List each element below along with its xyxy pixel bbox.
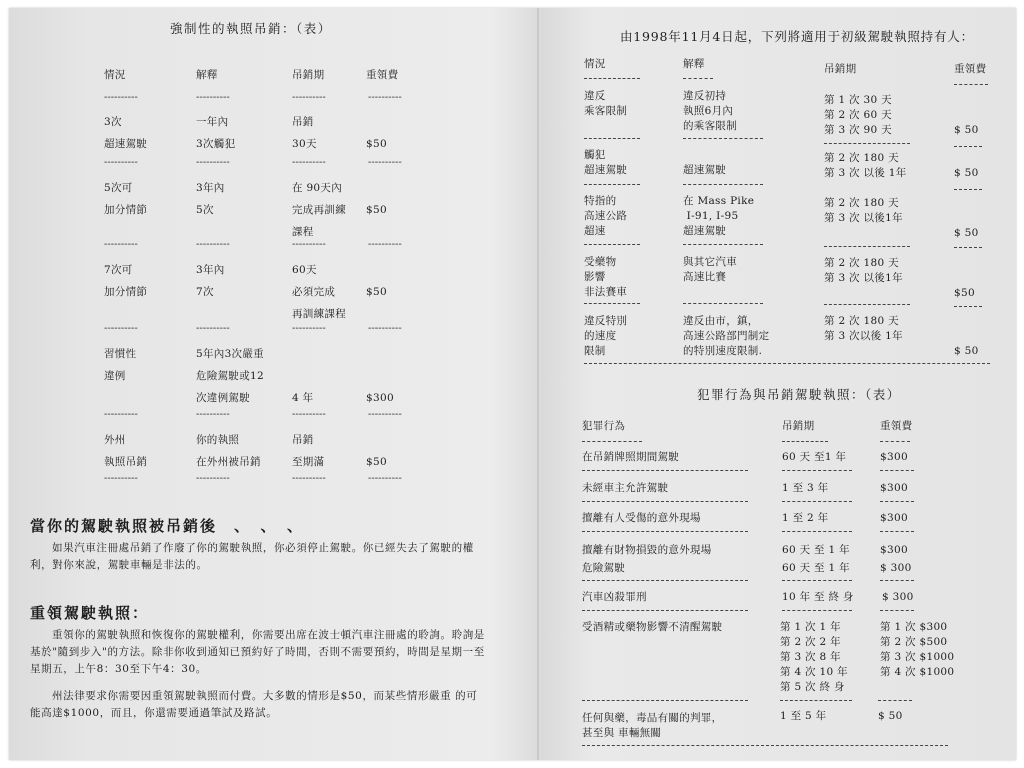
- crime-row-4-fee: $300 $ 300: [880, 544, 912, 574]
- junior-operator-intro: 由1998年11月4日起，下列將適用于初級駕駛執照持有人：: [620, 29, 974, 44]
- left-divider: ----------: [104, 157, 138, 168]
- dashed-rule: [824, 246, 910, 247]
- left-divider: ----------: [368, 409, 402, 420]
- right-row-5-explanation: 違反由市，鎮， 高速公路部門制定 的特別速度限制.: [683, 315, 770, 357]
- left-header-suspension: 吊銷期: [292, 69, 325, 81]
- crime-row-2-suspension: 1 至 3 年: [782, 482, 829, 494]
- crime-row-7-fee: $ 50: [878, 710, 903, 722]
- left-divider: ----------: [196, 323, 230, 334]
- crime-header-offense: 犯罪行為: [582, 420, 626, 432]
- right-row-2-situation: 觸犯 超速駕駛: [584, 149, 628, 176]
- dashed-rule: [782, 441, 828, 442]
- left-divider: ----------: [292, 157, 326, 168]
- crime-row-6-offense: 受酒精或藥物影響不清醒駕駛: [582, 621, 723, 633]
- revoked-section-text: 如果汽車注冊處吊銷了作廢了你的駕駛執照，你必須停止駕駛。你已經失去了駕駛的權利，對你來說，駕駛車輛是非法的。: [30, 542, 474, 571]
- left-divider: ----------: [104, 323, 138, 334]
- dashed-rule: [582, 441, 642, 442]
- left-row-3-fee: $50: [366, 286, 387, 298]
- left-divider: ----------: [292, 323, 326, 334]
- dashed-rule: [824, 143, 910, 144]
- crime-row-7-suspension: 1 至 5 年: [780, 710, 827, 722]
- right-header-suspension: 吊銷期: [824, 63, 857, 75]
- right-row-4-suspension: 第 2 次 180 天 第 3 次 以後1年: [824, 257, 903, 284]
- dashed-rule: [880, 531, 914, 532]
- left-dash-1: ----------: [104, 92, 138, 103]
- dashed-rule: [824, 304, 910, 305]
- crime-row-3-suspension: 1 至 2 年: [782, 512, 829, 524]
- left-divider: ----------: [368, 323, 402, 334]
- dashed-rule: [782, 501, 852, 502]
- right-row-5-suspension: 第 2 次 180 天 第 3 次以後 1年: [824, 315, 903, 342]
- left-row-1-suspension: 吊銷 30天: [292, 116, 317, 150]
- crime-row-3-offense: 擅離有人受傷的意外現場: [582, 512, 701, 524]
- crime-header-suspension: 吊銷期: [782, 420, 815, 432]
- left-dash-4: ----------: [368, 92, 402, 103]
- dashed-rule: [683, 138, 763, 139]
- left-divider: ----------: [368, 239, 402, 250]
- left-row-2-explanation: 3年內 5次: [196, 182, 225, 216]
- dashed-rule: [582, 610, 748, 611]
- left-divider: ----------: [196, 473, 230, 484]
- left-divider: ----------: [292, 409, 326, 420]
- reinstate-section-p1: 重領你的駕駛執照和恢復你的駕駛權利，你需要出席在波士頓汽車注冊處的聆詢。聆詢是基於"隨到步入"的方法。除非你收到通知已預約好了時間，否則不需要預約，時間是星期一至星期五，上午8：30至下午4：30。: [30, 629, 485, 675]
- revoked-section-heading: 當你的駕駛執照被吊銷後 、 、 、: [30, 517, 305, 535]
- crime-row-5-suspension: 10 年 至 終 身: [782, 591, 854, 603]
- left-row-3-suspension: 60天 必須完成 再訓練課程: [292, 264, 346, 320]
- left-row-4-explanation: 5年內3次嚴重 危險駕駛或12 次違例駕駛: [196, 348, 264, 404]
- page-fold: [537, 8, 539, 760]
- right-row-4-explanation: 與其它汽車 高速比賽: [683, 256, 737, 283]
- dashed-rule: [880, 610, 914, 611]
- right-row-1-situation: 違反 乘客限制: [584, 90, 628, 117]
- dashed-rule: [880, 501, 914, 502]
- dashed-rule: [582, 580, 748, 581]
- left-divider: ----------: [104, 239, 138, 250]
- dashed-rule: [782, 531, 852, 532]
- dashed-rule: [683, 244, 763, 245]
- left-row-2-situation: 5次可 加分情節: [104, 182, 148, 216]
- dashed-rule: [584, 138, 640, 139]
- dashed-rule: [954, 306, 982, 307]
- left-row-1-fee: $50: [366, 138, 387, 150]
- dashed-rule: [584, 78, 640, 79]
- dashed-rule: [582, 470, 748, 471]
- right-row-2-explanation: 超速駕駛: [683, 164, 727, 176]
- left-header-fee: 重領費: [366, 69, 399, 81]
- crime-row-6-fee: 第 1 次 $300 第 2 次 $500 第 3 次 $1000 第 4 次 $1000: [880, 621, 955, 678]
- dashed-rule: [683, 303, 763, 304]
- left-row-4-situation: 習慣性 違例: [104, 348, 137, 382]
- right-row-1-fee: $ 50: [954, 124, 979, 136]
- right-header-fee: 重領費: [954, 63, 987, 75]
- right-row-1-explanation: 違反初持 執照6月內 的乘客限制: [683, 90, 737, 132]
- right-row-4-fee: $50: [954, 287, 975, 299]
- dashed-rule: [584, 303, 640, 304]
- left-row-2-fee: $50: [366, 204, 387, 216]
- left-divider: ----------: [368, 157, 402, 168]
- crime-row-5-fee: $ 300: [882, 591, 914, 603]
- dashed-rule: [780, 700, 852, 701]
- dashed-rule: [954, 247, 982, 248]
- left-header-situation: 情況: [104, 69, 126, 81]
- dashed-rule: [954, 84, 988, 85]
- left-divider: ----------: [368, 473, 402, 484]
- left-divider: ----------: [196, 409, 230, 420]
- right-row-5-situation: 違反特別 的速度 限制: [584, 315, 628, 357]
- dashed-rule: [683, 78, 713, 79]
- left-row-5-situation: 外州 執照吊銷: [104, 434, 148, 468]
- crime-table-title: 犯罪行為與吊銷駕駛執照：（表）: [697, 387, 901, 402]
- right-row-2-suspension: 第 2 次 180 天 第 3 次 以後 1年: [824, 152, 907, 179]
- right-row-3-fee: $ 50: [954, 227, 979, 239]
- left-divider: ----------: [292, 473, 326, 484]
- crime-row-4-offense: 擅離有財物損毀的意外現場 危險駕駛: [582, 544, 712, 574]
- reinstate-section-heading: 重領駕駛執照：: [30, 604, 150, 622]
- left-dash-3: ----------: [292, 92, 326, 103]
- left-header-explanation: 解釋: [196, 69, 218, 81]
- left-row-1-explanation: 一年內 3次觸犯: [196, 116, 236, 150]
- dashed-rule: [584, 184, 640, 185]
- right-row-1-suspension: 第 1 次 30 天 第 2 次 60 天 第 3 次 90 天: [824, 94, 892, 136]
- left-divider: ----------: [196, 157, 230, 168]
- right-row-3-explanation: 在 Mass Pike I-91, I-95 超速駕駛: [683, 195, 755, 237]
- crime-row-1-offense: 在吊銷牌照期間駕駛: [582, 451, 680, 463]
- dashed-rule: [878, 700, 912, 701]
- crime-header-fee: 重領費: [880, 420, 913, 432]
- left-row-2-suspension: 在 90天內 完成再訓練 課程: [292, 182, 346, 238]
- crime-row-7-offense: 任何與藥，毒品有關的判罪， 甚至與 車輛無關: [582, 712, 723, 739]
- left-divider: ----------: [104, 473, 138, 484]
- reinstate-section-p2: 州法律要求你需要因重領駕駛執照而付費。大多數的情形是$50，而某些情形嚴重 的可能高達$1000，而且，你還需要通過筆試及路試。: [30, 690, 478, 719]
- crime-row-2-offense: 未經車主允許駕駛: [582, 482, 669, 494]
- dashed-rule: [880, 470, 914, 471]
- dashed-rule: [782, 470, 852, 471]
- crime-row-1-suspension: 60 天 至1 年: [782, 451, 847, 463]
- dashed-rule: [683, 184, 763, 185]
- mandatory-revocation-title: 強制性的執照吊銷：（表）: [170, 21, 332, 36]
- right-row-3-suspension: 第 2 次 180 天 第 3 次 以後1年: [824, 197, 903, 224]
- dashed-rule: [880, 441, 910, 442]
- left-row-1-situation: 3次 超速駕駛: [104, 116, 148, 150]
- left-divider: ----------: [292, 239, 326, 250]
- dashed-rule: [582, 700, 748, 701]
- right-header-explanation: 解釋: [683, 58, 705, 70]
- crime-row-3-fee: $300: [880, 512, 908, 524]
- left-row-5-suspension: 吊銷 至期滿: [292, 434, 325, 468]
- dashed-rule: [880, 580, 914, 581]
- right-row-4-situation: 受藥物 影響 非法賽車: [584, 256, 628, 298]
- dashed-rule: [954, 146, 982, 147]
- left-row-4-suspension: 4 年: [292, 392, 314, 404]
- left-row-5-explanation: 你的執照 在外州被吊銷: [196, 434, 261, 468]
- dashed-rule: [582, 501, 748, 502]
- right-header-situation: 情況: [584, 58, 606, 70]
- dashed-rule: [582, 531, 748, 532]
- right-row-5-fee: $ 50: [954, 345, 979, 357]
- crime-row-1-fee: $300: [880, 451, 908, 463]
- left-divider: ----------: [196, 239, 230, 250]
- dashed-rule: [582, 745, 948, 746]
- right-row-3-situation: 特指的 高速公路 超速: [584, 195, 628, 237]
- left-row-3-situation: 7次可 加分情節: [104, 264, 148, 298]
- left-dash-2: ----------: [196, 92, 230, 103]
- right-row-2-fee: $ 50: [954, 167, 979, 179]
- dashed-rule: [584, 363, 990, 364]
- dashed-rule: [954, 189, 982, 190]
- left-row-4-fee: $300: [366, 392, 394, 404]
- left-row-3-explanation: 3年內 7次: [196, 264, 225, 298]
- dashed-rule: [584, 244, 640, 245]
- dashed-rule: [782, 610, 852, 611]
- crime-row-4-suspension: 60 天 至 1 年 60 天 至 1 年: [782, 544, 850, 574]
- crime-row-6-suspension: 第 1 次 1 年 第 2 次 2 年 第 3 次 8 年 第 4 次 10 年 第 5 次 終 身: [780, 621, 848, 693]
- crime-row-2-fee: $300: [880, 482, 908, 494]
- left-row-5-fee: $50: [366, 456, 387, 468]
- left-divider: ----------: [104, 409, 138, 420]
- dashed-rule: [782, 580, 852, 581]
- crime-row-5-offense: 汽車凶殺罪刑: [582, 591, 647, 603]
